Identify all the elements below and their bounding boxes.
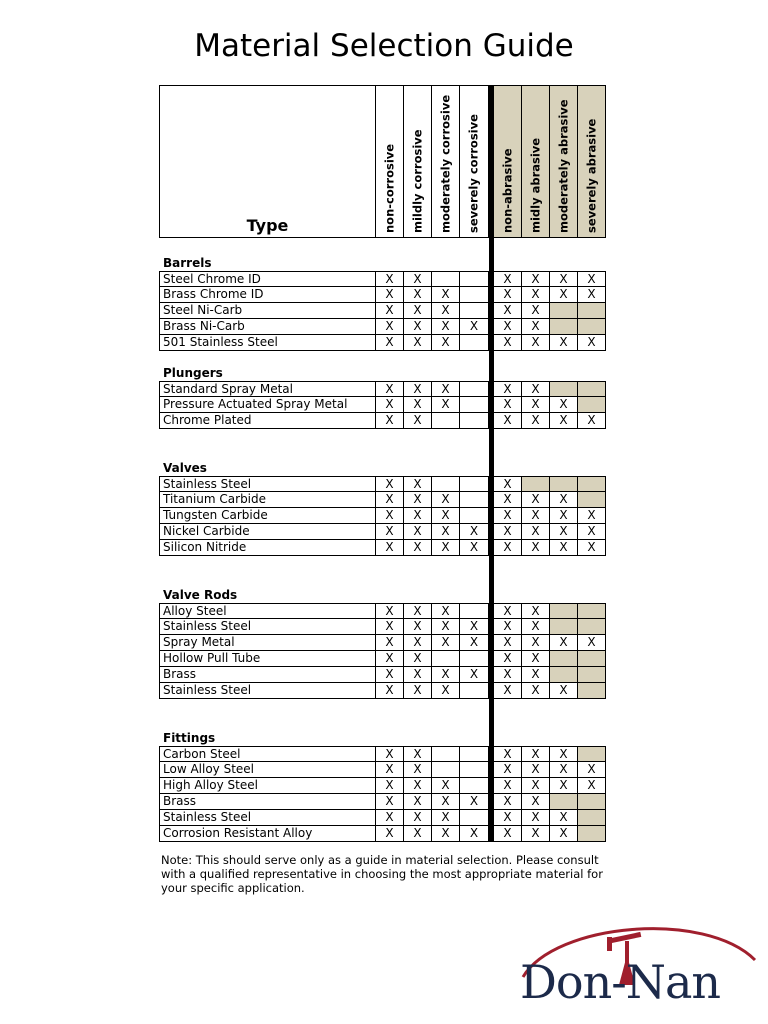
mark-cell [550, 794, 578, 810]
mark-cell: X [404, 540, 432, 556]
mark-cell: X [494, 381, 522, 397]
column-header-label: severely abrasive [584, 118, 598, 233]
mark-cell [578, 397, 606, 413]
mark-cell: X [460, 524, 489, 540]
mark-cell [578, 651, 606, 667]
table-row [159, 683, 608, 699]
mark-cell [432, 413, 460, 429]
mark-cell: X [494, 651, 522, 667]
mark-cell: X [460, 826, 489, 842]
mark-cell [460, 603, 489, 619]
table-row [159, 492, 608, 508]
mark-cell: X [578, 778, 606, 794]
mark-cell: X [550, 397, 578, 413]
mark-cell: X [376, 603, 404, 619]
material-name: Pressure Actuated Spray Metal [159, 397, 376, 413]
mark-cell: X [550, 492, 578, 508]
mark-cell: X [550, 287, 578, 303]
mark-cell: X [522, 508, 550, 524]
mark-cell [550, 303, 578, 319]
mark-cell: X [494, 476, 522, 492]
mark-cell: X [460, 667, 489, 683]
mark-cell: X [494, 271, 522, 287]
mark-cell: X [550, 413, 578, 429]
mark-cell: X [494, 746, 522, 762]
mark-cell: X [404, 287, 432, 303]
mark-cell: X [550, 271, 578, 287]
material-name: Spray Metal [159, 635, 376, 651]
mark-cell [578, 492, 606, 508]
mark-cell: X [494, 810, 522, 826]
mark-cell: X [404, 319, 432, 335]
mark-cell: X [550, 810, 578, 826]
mark-cell [460, 746, 489, 762]
type-header-cell [159, 85, 376, 238]
mark-cell: X [376, 492, 404, 508]
column-header-label: midly abrasive [528, 137, 542, 233]
mark-cell: X [578, 524, 606, 540]
column-header-non-corrosive [376, 85, 404, 238]
mark-cell: X [404, 335, 432, 351]
mark-cell: X [376, 303, 404, 319]
mark-cell: X [494, 778, 522, 794]
mark-cell: X [494, 667, 522, 683]
material-name: Stainless Steel [159, 476, 376, 492]
material-name: Brass [159, 667, 376, 683]
mark-cell [578, 619, 606, 635]
mark-cell: X [376, 381, 404, 397]
table-row [159, 667, 608, 683]
mark-cell: X [550, 762, 578, 778]
mark-cell: X [376, 619, 404, 635]
mark-cell [460, 271, 489, 287]
material-name: Hollow Pull Tube [159, 651, 376, 667]
mark-cell: X [578, 508, 606, 524]
mark-cell [550, 603, 578, 619]
mark-cell: X [522, 287, 550, 303]
mark-cell: X [376, 397, 404, 413]
material-name: Brass Chrome ID [159, 287, 376, 303]
material-name: Standard Spray Metal [159, 381, 376, 397]
mark-cell [432, 651, 460, 667]
mark-cell: X [522, 794, 550, 810]
mark-cell: X [404, 476, 432, 492]
mark-cell: X [494, 335, 522, 351]
mark-cell: X [550, 683, 578, 699]
table-row [159, 762, 608, 778]
mark-cell: X [432, 619, 460, 635]
mark-cell: X [522, 667, 550, 683]
mark-cell: X [460, 635, 489, 651]
mark-cell [460, 762, 489, 778]
mark-cell: X [494, 635, 522, 651]
mark-cell [578, 319, 606, 335]
mark-cell: X [432, 381, 460, 397]
mark-cell: X [550, 335, 578, 351]
column-header-mildly-corrosive [404, 85, 432, 238]
mark-cell: X [494, 303, 522, 319]
mark-cell [460, 335, 489, 351]
mark-cell: X [404, 651, 432, 667]
mark-cell: X [376, 667, 404, 683]
mark-cell: X [404, 413, 432, 429]
column-header-label: mildly corrosive [410, 129, 424, 233]
table-row [159, 794, 608, 810]
mark-cell: X [460, 319, 489, 335]
group-title: Plungers [163, 366, 223, 380]
mark-cell: X [550, 540, 578, 556]
mark-cell: X [494, 540, 522, 556]
mark-cell: X [522, 603, 550, 619]
material-name: Corrosion Resistant Alloy [159, 826, 376, 842]
mark-cell: X [404, 303, 432, 319]
mark-cell: X [522, 762, 550, 778]
mark-cell: X [522, 635, 550, 651]
mark-cell: X [404, 271, 432, 287]
mark-cell [578, 794, 606, 810]
mark-cell: X [404, 667, 432, 683]
table-row [159, 397, 608, 413]
mark-cell: X [432, 287, 460, 303]
mark-cell: X [432, 335, 460, 351]
column-header-label: moderately corrosive [438, 94, 452, 233]
column-header-non-abrasive [494, 85, 522, 238]
mark-cell: X [404, 794, 432, 810]
mark-cell: X [432, 826, 460, 842]
mark-cell [578, 683, 606, 699]
material-name: Carbon Steel [159, 746, 376, 762]
group-title: Valves [163, 461, 207, 475]
mark-cell: X [404, 778, 432, 794]
table-row [159, 335, 608, 351]
page-title: Material Selection Guide [194, 28, 574, 64]
mark-cell [550, 651, 578, 667]
mark-cell [550, 381, 578, 397]
corrosion-abrasion-divider [489, 85, 494, 842]
mark-cell [578, 826, 606, 842]
mark-cell [460, 381, 489, 397]
group-title: Barrels [163, 256, 212, 270]
mark-cell: X [404, 603, 432, 619]
mark-cell: X [550, 508, 578, 524]
mark-cell [550, 667, 578, 683]
mark-cell [460, 492, 489, 508]
mark-cell: X [550, 778, 578, 794]
mark-cell [578, 603, 606, 619]
table-row [159, 651, 608, 667]
table-row [159, 381, 608, 397]
table-row [159, 287, 608, 303]
mark-cell [550, 476, 578, 492]
mark-cell: X [376, 319, 404, 335]
mark-cell [460, 810, 489, 826]
mark-cell [550, 619, 578, 635]
table-row [159, 413, 608, 429]
material-name: Alloy Steel [159, 603, 376, 619]
column-header-label: severely corrosive [466, 114, 481, 233]
table-row [159, 826, 608, 842]
mark-cell: X [432, 319, 460, 335]
mark-cell [460, 476, 489, 492]
column-header-label: non-abrasive [500, 148, 514, 233]
material-name: High Alloy Steel [159, 778, 376, 794]
column-header-label: non-corrosive [382, 143, 396, 233]
mark-cell: X [376, 810, 404, 826]
mark-cell: X [376, 271, 404, 287]
mark-cell: X [460, 619, 489, 635]
disclaimer-note: Note: This should serve only as a guide in material selection. Please consult with a qualified representative in choosing the most appropriate material for your specific application. [161, 853, 603, 895]
mark-cell: X [404, 826, 432, 842]
material-name: Brass [159, 794, 376, 810]
mark-cell: X [578, 335, 606, 351]
mark-cell: X [376, 413, 404, 429]
material-name: Stainless Steel [159, 810, 376, 826]
mark-cell: X [578, 287, 606, 303]
mark-cell [578, 476, 606, 492]
mark-cell: X [432, 667, 460, 683]
mark-cell: X [522, 381, 550, 397]
material-name: Chrome Plated [159, 413, 376, 429]
mark-cell [460, 287, 489, 303]
mark-cell: X [404, 683, 432, 699]
mark-cell: X [522, 319, 550, 335]
mark-cell: X [376, 683, 404, 699]
mark-cell: X [460, 794, 489, 810]
mark-cell: X [376, 524, 404, 540]
material-name: Steel Ni-Carb [159, 303, 376, 319]
mark-cell: X [522, 540, 550, 556]
mark-cell: X [432, 810, 460, 826]
mark-cell: X [494, 826, 522, 842]
mark-cell: X [550, 635, 578, 651]
mark-cell: X [404, 810, 432, 826]
table-row [159, 810, 608, 826]
mark-cell: X [550, 524, 578, 540]
mark-cell: X [522, 271, 550, 287]
mark-cell: X [494, 524, 522, 540]
mark-cell: X [432, 603, 460, 619]
mark-cell: X [494, 492, 522, 508]
mark-cell: X [432, 397, 460, 413]
mark-cell [578, 810, 606, 826]
material-name: Titanium Carbide [159, 492, 376, 508]
logo-text: Don-Nan [520, 955, 721, 1009]
mark-cell: X [432, 778, 460, 794]
mark-cell: X [494, 603, 522, 619]
mark-cell: X [432, 683, 460, 699]
mark-cell: X [432, 540, 460, 556]
mark-cell: X [404, 492, 432, 508]
material-name: Stainless Steel [159, 619, 376, 635]
mark-cell: X [432, 524, 460, 540]
mark-cell: X [494, 319, 522, 335]
mark-cell: X [432, 794, 460, 810]
table-header [159, 85, 608, 238]
mark-cell: X [376, 508, 404, 524]
mark-cell: X [522, 413, 550, 429]
mark-cell: X [494, 287, 522, 303]
column-header-severely-corrosive [460, 85, 489, 238]
group-title: Fittings [163, 731, 216, 745]
mark-cell [460, 683, 489, 699]
mark-cell: X [404, 746, 432, 762]
mark-cell: X [494, 762, 522, 778]
mark-cell: X [578, 271, 606, 287]
mark-cell [432, 746, 460, 762]
mark-cell: X [522, 778, 550, 794]
material-name: Low Alloy Steel [159, 762, 376, 778]
mark-cell: X [578, 762, 606, 778]
mark-cell: X [494, 397, 522, 413]
mark-cell [432, 476, 460, 492]
mark-cell [460, 778, 489, 794]
column-header-label: moderately abrasive [556, 99, 570, 233]
mark-cell: X [522, 746, 550, 762]
mark-cell: X [376, 746, 404, 762]
material-name: 501 Stainless Steel [159, 335, 376, 351]
mark-cell: X [522, 683, 550, 699]
material-name: Steel Chrome ID [159, 271, 376, 287]
table-row [159, 508, 608, 524]
material-name: Silicon Nitride [159, 540, 376, 556]
mark-cell: X [404, 397, 432, 413]
mark-cell [460, 303, 489, 319]
column-header-midly-abrasive [522, 85, 550, 238]
mark-cell: X [522, 397, 550, 413]
mark-cell [550, 319, 578, 335]
mark-cell [460, 397, 489, 413]
mark-cell: X [550, 826, 578, 842]
mark-cell: X [494, 683, 522, 699]
table-row [159, 746, 608, 762]
mark-cell: X [404, 524, 432, 540]
mark-cell: X [404, 508, 432, 524]
table-row [159, 319, 608, 335]
mark-cell: X [376, 651, 404, 667]
mark-cell: X [494, 619, 522, 635]
mark-cell: X [522, 651, 550, 667]
table-row [159, 603, 608, 619]
mark-cell: X [578, 413, 606, 429]
mark-cell: X [376, 826, 404, 842]
mark-cell: X [522, 619, 550, 635]
mark-cell: X [376, 287, 404, 303]
column-header-moderately-corrosive [432, 85, 460, 238]
mark-cell: X [404, 635, 432, 651]
mark-cell [578, 746, 606, 762]
table-row [159, 635, 608, 651]
mark-cell: X [460, 540, 489, 556]
material-name: Nickel Carbide [159, 524, 376, 540]
mark-cell: X [578, 635, 606, 651]
mark-cell: X [550, 746, 578, 762]
mark-cell: X [376, 778, 404, 794]
mark-cell: X [404, 619, 432, 635]
mark-cell: X [494, 508, 522, 524]
table-row [159, 778, 608, 794]
mark-cell [460, 508, 489, 524]
mark-cell: X [376, 635, 404, 651]
mark-cell: X [432, 508, 460, 524]
table-row [159, 476, 608, 492]
material-name: Stainless Steel [159, 683, 376, 699]
mark-cell: X [432, 492, 460, 508]
mark-cell: X [494, 794, 522, 810]
mark-cell [432, 762, 460, 778]
group-title: Valve Rods [163, 588, 238, 602]
type-header-label: Type [246, 216, 289, 235]
mark-cell: X [376, 794, 404, 810]
mark-cell [578, 667, 606, 683]
mark-cell: X [494, 413, 522, 429]
mark-cell: X [522, 335, 550, 351]
mark-cell [460, 651, 489, 667]
mark-cell: X [376, 476, 404, 492]
material-name: Brass Ni-Carb [159, 319, 376, 335]
column-header-moderately-abrasive [550, 85, 578, 238]
mark-cell: X [578, 540, 606, 556]
column-header-severely-abrasive [578, 85, 606, 238]
mark-cell: X [376, 540, 404, 556]
mark-cell: X [376, 762, 404, 778]
mark-cell: X [522, 524, 550, 540]
mark-cell: X [404, 381, 432, 397]
mark-cell: X [432, 303, 460, 319]
table-row [159, 271, 608, 287]
mark-cell: X [376, 335, 404, 351]
table-row [159, 619, 608, 635]
mark-cell [522, 476, 550, 492]
mark-cell: X [432, 635, 460, 651]
mark-cell: X [522, 492, 550, 508]
mark-cell [432, 271, 460, 287]
mark-cell [460, 413, 489, 429]
mark-cell: X [522, 810, 550, 826]
mark-cell: X [404, 762, 432, 778]
mark-cell [578, 303, 606, 319]
material-name: Tungsten Carbide [159, 508, 376, 524]
mark-cell: X [522, 826, 550, 842]
mark-cell [578, 381, 606, 397]
table-row [159, 303, 608, 319]
mark-cell: X [522, 303, 550, 319]
table-row [159, 540, 608, 556]
table-row [159, 524, 608, 540]
